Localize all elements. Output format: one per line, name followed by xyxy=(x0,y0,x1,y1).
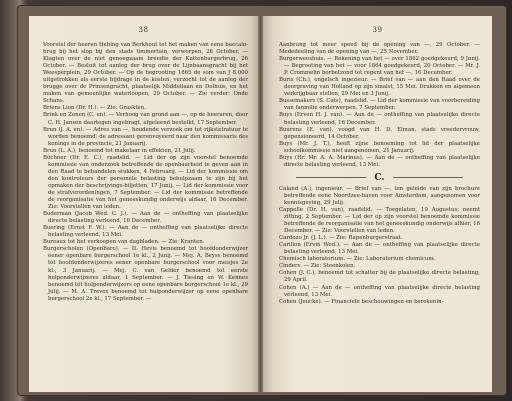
index-entry: Brun (L. A.), benoemd tot makelaar in effekten, 21 Julij. xyxy=(43,147,196,154)
index-entry: Buris (Ch.), engelsch ingezieur. — Brief van — aan den Raad over de doorgraving van Holland op zijn smalst, 15 Mei. Drukken en algemeen verkrijgbaar stellen, 29 Mei en 3 Junij. xyxy=(279,77,480,98)
left-page xyxy=(29,16,258,392)
index-entry: Cohen (Jeucke). — Financiele beschouwingen en berekenin- xyxy=(279,298,444,305)
book-spread xyxy=(18,6,506,395)
index-entry: Cohen (J. C.), benoemd tot schatter bij de plaatselijke directe belasting, 29 April. xyxy=(279,270,480,284)
index-entry: Buering (Ernst F. W.). — Aan de — ontheffing van plaatselijke directe belasting verleend, 13 Mei. xyxy=(43,225,248,239)
index-entry: Bussemakers (S. Cats), raadslid. — Lid der kommissie van voorbereiding van fanmilie onderwerpen, 7 September. xyxy=(279,98,480,112)
index-entry: Buys (Erven H. J. van). — Aan de — ontheffing van plaatselijke directe belasting verleend, 16 December. xyxy=(279,112,480,126)
index-entry: Cinders. — Zie: Steenkolen. xyxy=(279,263,356,270)
right-page xyxy=(263,16,492,392)
index-entry: Cardozo Jr. (J. L.). — Zie: Rapenburgerstraat. xyxy=(279,235,403,242)
index-entry: Briens Lion (Dr. H.). — Zie: Graskten. xyxy=(43,105,146,112)
index-entry: Cohen (A.) — Aan de — ontheffing van plaatselijke directe belasting verleend, 13 Mei. xyxy=(279,284,480,298)
index-entry: Aanbrung tot meer speed bij de opening van —, 29 October. — Mededeeling van de opening van —, 25 November. xyxy=(279,42,480,56)
left-page-text xyxy=(43,42,248,303)
letter-section-heading: C. xyxy=(279,172,480,184)
index-entry: Brun (J. A. en). — Adres van —, houdende verzoek om tot rijkstelratuur te worden benoemd; de adressant gerenvoyeerd naar den kommissaris des konings in de provincie, 21 Januarij. xyxy=(43,126,248,147)
index-entry: Buys (Hr. Mr. A. A. Marinus). — Aan de — ontheffing van plaatselijke directe belasting verleend, 13 Mei. xyxy=(279,154,480,168)
right-page-text xyxy=(279,42,480,306)
index-entry: Bureaux tot het verkoopen van dagbladen. — Zie: Kranten. xyxy=(43,239,205,246)
index-entry: Chemisch laboratorium. — Zie: Laboratorium chemicum. xyxy=(279,256,436,263)
index-entry: Cappelle (Dr. H. van), raadslid. — Toegelaten, 19 Augustus; neemt zitting, 2 September. — Lid der op zijn voorstel benoemde kommissie betreffende de reorganisatie van het geneeskundig onderwijs alhier, 16 December. — Zie: Voorstellen van leden. xyxy=(279,206,480,235)
index-entry: Buurens (E. van), voogd van H. D. Elman, stads vreedervrouw, gepensioneerd, 14 October. xyxy=(279,126,480,140)
index-entry: Buys (Mr. J. T.), heeft zijne benoeming tot lid der plaatselijke schoolkommissie niet aangenomen, 21 Januarij. xyxy=(279,140,480,154)
index-entry: Burgerscholen (Openbare). — II. Hevis benoemd tot hoofdonderwijzer eener openbare burgerschool 1e kl., 2 Junij. — Mej. A. Beyss benoemd tot hoofdonderwijzeres eener openbare burgerschool voor meisjes 2e kl., 3 Januarij. — Mej. C. van Gelder benoemd tot eerste hulponderwijzeres aldaar, 1 September. — J. Tiesing en W. Kennes benoemd tot hulponderwijzers op eene openbare burgerschool 1e kl., 29 Julij. — M. A. Trevex benoemd tot hulponderwijzer op eene openbare burgerschool 2e kl., 17 September. — xyxy=(43,246,248,302)
index-entry: Buderman (Jacob Wed. C. J.). — Aan de — ontheffing van plaatselijke directe belasting verleend, 16 December. xyxy=(43,211,248,225)
index-entry: Burgerweeshuis. — Rekening van het — over 1862 goedgekeurd, 9 Junij. — Begrooting van het — voor 1864 goedgekeurd, 20 October. — Mr. J. P. Crommelin borbetzond tot regent van het —, 16 December. xyxy=(279,56,480,77)
index-entry: Büchner (Dr. E. C.), raadslid. — Lid der op zijn voorstel benoemde kommissie van onderzoek betreffende de openbaarheid te geven aan in den Raad te behandelen stukken, 4 Februarij. — Lid der kommissie om den kontroleurs der personele belasting behulpzaam te zijn bij het opmaken der beschrijvings-biljetten, 17 Junij. — Lid der kommissie voor de strafverordeningen, 7 September. — Lid der kommissie betreffende de reorganisatie van het geneeskundig onderwijs aldaar, 16 December. Zie: Voorstellen van leden. xyxy=(43,154,248,211)
index-entry: Caland (A.), ingenieur. — Brief van —, ten geleide van zijn brochure betreffende eene Noordzee-haven voor Amsterdam, aangenomen voor kennisgeving, 29 Julij. xyxy=(279,185,480,206)
page-number: 39 xyxy=(372,26,383,34)
page-number: 38 xyxy=(138,26,149,34)
index-entry: Voorstel der heeren Hebing van Berkhout tot het maken van eene baccalo-brug bij het slop bij den stads timmertuin, verworpen, 26 October. — Klagten over de niet genoegzaam breedte der Kattenburgerbrug, 26 October. — Besluit tot aanleg der brug over de Lijnbaansgracht bij het Weesperplein, 29 October. — Op de begrooting 1865 de som van ƒ 8.000 uitgetrokken als eerste bijdrage in de kosten, verzocht tot de aanleg der brugge over de Prinsengracht, plaatselijk Middellaan en Dolhuis, en het maken van gemeenlijke waterloopen, 29 October. — Zie verder: Onde Schans. xyxy=(43,42,248,105)
index-entry: Brink en Zonen (C. en). — Verhoog van grond aan —, op de heeraren, door C. H. Jansen daartegen ingebragt, afgeleend bestelkt, 17 September. xyxy=(43,112,248,126)
index-entry: Carillon (Ervin Wed.). — Aan de — ontheffing van plaatselijke directe belasting verleend, 13 Mei. xyxy=(279,242,480,256)
